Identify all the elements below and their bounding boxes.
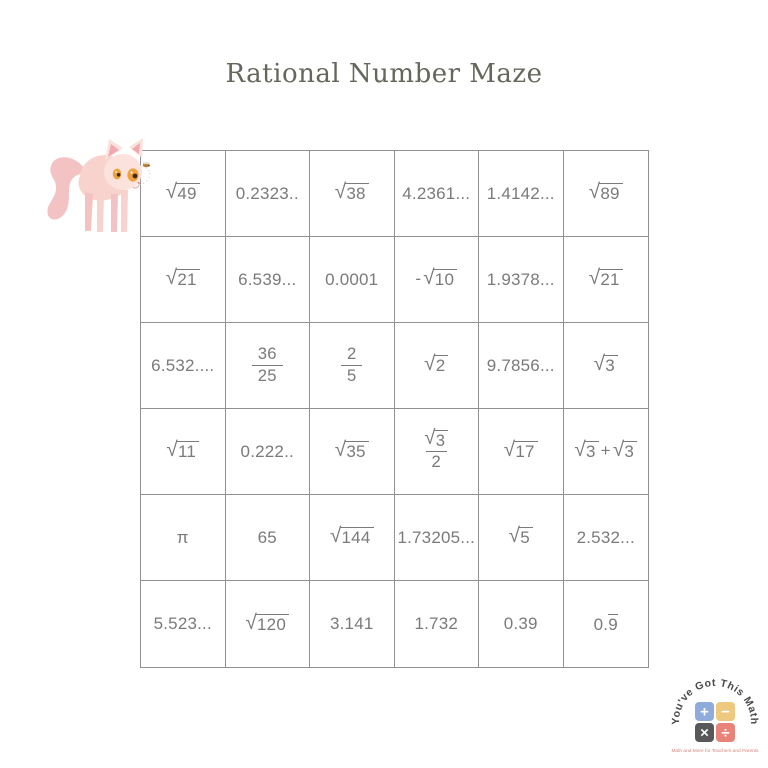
math-text: + [600, 441, 611, 461]
cat-hind-leg [97, 195, 104, 232]
square-root [612, 438, 637, 462]
radical-icon: √ [166, 438, 178, 462]
radical-icon: √ [588, 266, 601, 290]
maze-cell-r1c3 [310, 151, 395, 237]
maze-cell-r2c6 [564, 237, 649, 323]
radical-icon: √ [423, 266, 435, 290]
maze-cell-r4c2 [226, 409, 311, 495]
maze-cell-r5c2 [226, 495, 311, 581]
cat-pupil [133, 174, 138, 179]
maze-cell-r4c1 [141, 409, 226, 495]
math-text: 6.532.... [151, 355, 215, 375]
radicand: 35 [345, 441, 369, 462]
radicand: 49 [176, 183, 200, 204]
math-text: 9.7856... [486, 355, 555, 375]
math-text: 6.539... [238, 269, 297, 289]
radicand: 21 [599, 269, 623, 290]
maze-cell-r1c5 [479, 151, 564, 237]
maze-grid [140, 150, 649, 668]
fly-icon [143, 162, 150, 167]
numerator [341, 344, 362, 365]
page-title: Rational Number Maze [225, 59, 543, 90]
maze-cell-r4c3 [310, 409, 395, 495]
maze-cell-r1c4 [395, 151, 480, 237]
radical-icon: √ [334, 180, 347, 204]
maze-cell-r3c4 [395, 323, 480, 409]
maze-cell-r6c5 [479, 581, 564, 667]
radical-icon: √ [165, 266, 178, 290]
cat-front-leg [121, 190, 128, 232]
math-text: 0.0001 [325, 269, 379, 289]
math-text: 65 [257, 527, 277, 547]
logo-svg [660, 672, 768, 760]
square-root [508, 524, 533, 548]
radicand: 17 [514, 441, 538, 462]
radicand: 120 [255, 614, 289, 635]
radical-icon: √ [593, 352, 606, 376]
square-root [503, 438, 538, 462]
maze-cell-r5c5 [479, 495, 564, 581]
maze-cell-r4c5 [479, 409, 564, 495]
maze-cell-r2c4 [395, 237, 480, 323]
cat-hind-leg [85, 192, 93, 231]
maze-cell-r5c3 [310, 495, 395, 581]
minus-icon: − [721, 703, 730, 721]
math-text: 3.141 [329, 614, 374, 633]
square-root [593, 352, 618, 376]
radical-icon: √ [574, 438, 586, 462]
square-root [245, 610, 289, 635]
radical-icon: √ [424, 427, 436, 450]
radicand: 89 [599, 183, 623, 204]
cat-eye-highlight [130, 171, 132, 173]
cat-eye-highlight [115, 171, 117, 173]
math-text: 1.73205... [397, 527, 476, 547]
radicand: 38 [345, 183, 369, 204]
plus-icon: + [700, 703, 709, 721]
math-text: π [176, 527, 189, 547]
radical-icon: √ [588, 180, 601, 204]
math-text: 4.2361... [402, 183, 471, 203]
numerator [418, 427, 454, 451]
square-root [165, 180, 200, 204]
square-root [574, 438, 598, 462]
radicand: 10 [433, 269, 457, 290]
radicand: 3 [604, 355, 618, 376]
square-root [166, 438, 199, 462]
numerator [252, 344, 283, 365]
math-text: 5 [347, 366, 357, 385]
math-text: 0.39 [503, 614, 538, 633]
maze-cell-r2c1 [141, 237, 226, 323]
math-text: 0.222.. [240, 441, 294, 461]
cat-pupil [117, 173, 121, 177]
radical-icon: √ [329, 524, 342, 548]
maze-cell-r5c6 [564, 495, 649, 581]
maze-cell-r5c1 [141, 495, 226, 581]
radical-icon: √ [503, 438, 516, 462]
radical-icon: √ [334, 438, 347, 462]
square-root [334, 180, 369, 204]
maze-cell-r6c1 [141, 581, 226, 667]
maze-cell-r2c2 [226, 237, 311, 323]
cat-tail [47, 157, 84, 219]
square-root [424, 352, 448, 376]
math-text: 2 [347, 344, 357, 364]
decimal-prefix: 0. [593, 614, 609, 634]
fraction [341, 344, 362, 387]
math-text: 1.4142... [486, 183, 555, 203]
math-text: 2 [431, 451, 441, 471]
brand-logo [660, 672, 768, 760]
square-root [334, 438, 369, 462]
square-root [424, 427, 448, 451]
cat-svg [40, 132, 154, 238]
maze-cell-r2c3 [310, 237, 395, 323]
maze-cell-r1c6 [564, 151, 649, 237]
denominator [341, 365, 362, 387]
repeating-digit: 9 [608, 614, 618, 634]
repeating-decimal [594, 614, 618, 635]
square-root [588, 180, 623, 204]
radicand: 3 [584, 441, 598, 462]
math-text: 25 [257, 366, 277, 385]
radicand: 2 [434, 355, 448, 376]
maze-cell-r3c6 [564, 323, 649, 409]
math-text: - [415, 269, 422, 289]
maze-cell-r6c3 [310, 581, 395, 667]
square-root [165, 266, 200, 290]
fraction [252, 344, 283, 387]
radical-icon: √ [612, 438, 625, 462]
maze-cell-r3c3 [310, 323, 395, 409]
radicand: 3 [623, 441, 637, 462]
math-text: 1.732 [414, 614, 459, 633]
radical-icon: √ [245, 610, 258, 634]
square-root [329, 524, 374, 548]
times-icon: × [700, 724, 709, 742]
radicand: 21 [176, 269, 200, 290]
cat-front-leg [111, 194, 118, 232]
fraction [418, 427, 454, 472]
denominator [252, 365, 283, 387]
maze-cell-r6c6 [564, 581, 649, 667]
math-text: 5.523... [153, 614, 212, 633]
radicand: 5 [519, 527, 533, 548]
maze-cell-r5c4 [395, 495, 480, 581]
square-root [423, 266, 457, 290]
maze-cell-r2c5 [479, 237, 564, 323]
maze-cell-r6c2 [226, 581, 311, 667]
maze-cell-r6c4 [395, 581, 480, 667]
radicand: 3 [434, 430, 448, 450]
radicand: 11 [176, 441, 199, 462]
radical-icon: √ [508, 524, 521, 548]
maze-cell-r3c5 [479, 323, 564, 409]
logo-arc-text: You've Got This Math [669, 676, 761, 725]
radicand: 144 [340, 527, 374, 548]
maze-cell-r3c1 [141, 323, 226, 409]
cat-illustration [40, 132, 154, 238]
square-root [588, 266, 623, 290]
maze-cell-r4c4 [395, 409, 480, 495]
denominator [426, 451, 447, 473]
math-text: 2.532... [576, 527, 635, 547]
maze-cell-r1c2 [226, 151, 311, 237]
math-text: 36 [257, 344, 277, 364]
maze-cell-r3c2 [226, 323, 311, 409]
math-text: 1.9378... [486, 269, 555, 289]
logo-tagline: Math and More for Teachers and Parents [671, 749, 759, 754]
radical-icon: √ [165, 180, 178, 204]
radical-icon: √ [424, 352, 436, 376]
math-text: 0.2323.. [235, 183, 299, 203]
divide-icon: ÷ [721, 724, 730, 742]
maze-cell-r4c6 [564, 409, 649, 495]
